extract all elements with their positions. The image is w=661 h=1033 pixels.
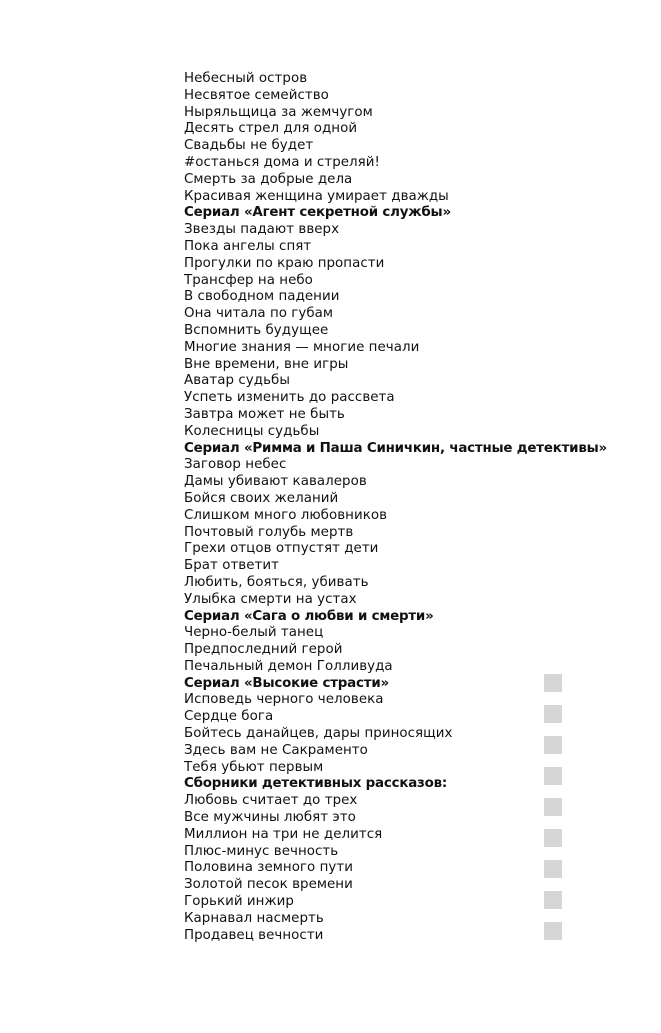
book-title: Она читала по губам — [184, 306, 334, 322]
book-title: Улыбка смерти на устах — [184, 591, 357, 607]
book-title: Колесницы судьбы — [184, 423, 320, 439]
edge-marker — [544, 736, 562, 754]
book-title: Бойтесь данайцев, дары приносящих — [184, 726, 453, 742]
book-title: Половина земного пути — [184, 860, 353, 876]
book-title: Почтовый голубь мертв — [184, 524, 354, 540]
series-heading: Сборники детективных рассказов: — [184, 776, 448, 792]
book-title: Черно-белый танец — [184, 625, 324, 641]
book-title: Пока ангелы спят — [184, 238, 312, 254]
series-heading: Сериал «Сага о любви и смерти» — [184, 608, 434, 624]
edge-marker — [544, 674, 562, 692]
edge-marker — [544, 829, 562, 847]
book-title: Дамы убивают кавалеров — [184, 474, 367, 490]
edge-marker — [544, 860, 562, 878]
book-title: Многие знания — многие печали — [184, 339, 420, 355]
book-title: Сердце бога — [184, 709, 274, 725]
book-list — [184, 71, 644, 944]
edge-marker — [544, 922, 562, 940]
edge-marker — [544, 891, 562, 909]
book-title: Успеть изменить до рассвета — [184, 390, 395, 406]
book-title: Предпоследний герой — [184, 642, 343, 658]
book-title: Прогулки по краю пропасти — [184, 255, 385, 271]
book-title: Исповедь черного человека — [184, 692, 384, 708]
book-title: Миллион на три не делится — [184, 826, 383, 842]
book-title: Грехи отцов отпустят дети — [184, 541, 379, 557]
edge-marker — [544, 705, 562, 723]
book-title: Брат ответит — [184, 558, 279, 574]
book-title: Звезды падают вверх — [184, 222, 340, 238]
book-title: Вспомнить будущее — [184, 322, 329, 338]
book-title: В свободном падении — [184, 289, 340, 305]
book-title: Любовь считает до трех — [184, 793, 358, 809]
book-title: Красивая женщина умирает дважды — [184, 188, 449, 204]
book-title: Завтра может не быть — [184, 406, 345, 422]
book-title: Любить, бояться, убивать — [184, 574, 369, 590]
series-heading: Сериал «Агент секретной службы» — [184, 205, 451, 221]
book-title: Десять стрел для одной — [184, 121, 358, 137]
book-title: Трансфер на небо — [184, 272, 313, 288]
book-title: Здесь вам не Сакраменто — [184, 742, 368, 758]
book-title: Ныряльщица за жемчугом — [184, 104, 373, 120]
book-title: Печальный демон Голливуда — [184, 658, 393, 674]
book-title: Карнавал насмерть — [184, 910, 324, 926]
book-title: Несвятое семейство — [184, 87, 329, 103]
book-title: Бойся своих желаний — [184, 490, 339, 506]
book-title: Плюс-минус вечность — [184, 843, 339, 859]
book-title: #останься дома и стреляй! — [184, 154, 380, 170]
book-title: Все мужчины любят это — [184, 810, 356, 826]
book-title: Аватар судьбы — [184, 373, 290, 389]
series-heading: Сериал «Высокие страсти» — [184, 675, 389, 691]
book-title: Смерть за добрые дела — [184, 171, 353, 187]
book-title: Заговор небес — [184, 457, 287, 473]
book-title: Свадьбы не будет — [184, 138, 314, 154]
book-title: Слишком много любовников — [184, 507, 388, 523]
book-title: Вне времени, вне игры — [184, 356, 349, 372]
book-title: Горький инжир — [184, 894, 294, 910]
edge-marker — [544, 798, 562, 816]
series-heading: Сериал «Римма и Паша Синичкин, частные детективы» — [184, 440, 607, 456]
book-title: Золотой песок времени — [184, 877, 353, 893]
edge-marker — [544, 767, 562, 785]
book-title: Небесный остров — [184, 71, 308, 86]
book-title: Тебя убьют первым — [184, 759, 324, 775]
book-title: Продавец вечности — [184, 927, 324, 943]
